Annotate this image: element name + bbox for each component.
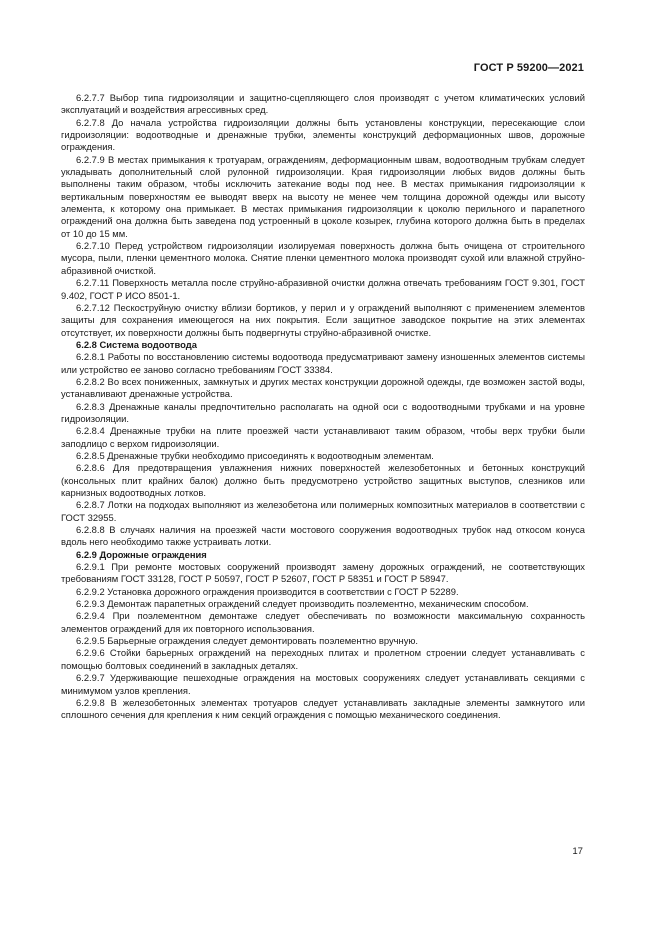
paragraph: 6.2.7.10 Перед устройством гидроизоляции изолируемая поверхность должна быть очищена от строительного мусора, пыли, пленки цементного молока. Снятие пленки цементного молока производят сухой или влажной струйно-абразивной очисткой. — [61, 240, 585, 276]
section-heading: 6.2.9 Дорожные ограждения — [76, 548, 207, 560]
paragraph: 6.2.8.5 Дренажные трубки необходимо присоединять к водоотводным элементам. — [76, 449, 434, 461]
page-number: 17 — [572, 846, 583, 857]
paragraph: 6.2.8.1 Работы по восстановлению системы водоотвода предусматривают замену изношенных элементов системы или устройство ее заново согласно требованиям ГОСТ 33384. — [61, 351, 585, 375]
paragraph: 6.2.7.11 Поверхность металла после струйно-абразивной очистки должна отвечать требованиям ГОСТ 9.301, ГОСТ 9.402, ГОСТ Р ИСО 8501-1. — [61, 277, 585, 301]
paragraph: 6.2.7.9 В местах примыкания к тротуарам, ограждениям, деформационным швам, водоотводным трубкам следует укладывать дополнительный слой рулонной гидроизоляции. Края гидроизоляции любых видов должны быть выполнены таким образом, чтобы исключить затекание воды под нее. В местах примыкания гидроизоляции к вертикальным поверхностям ее выводят вверх на высоту не менее чем толщина дорожной одежды или высоту элемента, к которому она примыкает. В местах примыкания гидроизоляции к цоколю перильного и парапетного ограждений она должна быть заведена под устроенный в цоколе козырек, глубина которого должна быть в пределах от 10 до 15 мм. — [61, 153, 585, 239]
document-header: ГОСТ Р 59200—2021 — [473, 62, 584, 74]
paragraph: 6.2.8.8 В случаях наличия на проезжей части мостового сооружения водоотводных трубок над откосом конуса вдоль него необходимо также устраивать лотки. — [61, 524, 585, 548]
paragraph: 6.2.9.1 При ремонте мостовых сооружений производят замену дорожных ограждений, не соответствующих требованиям ГОСТ 33128, ГОСТ Р 50597, ГОСТ Р 52607, ГОСТ Р 58351 и ГОСТ Р 58947. — [61, 561, 585, 585]
paragraph: 6.2.8.6 Для предотвращения увлажнения нижних поверхностей железобетонных и бетонных конструкций (консольных плит крайних балок) должно быть предусмотрено устройство защитных выступов, слезников или карнизных водоотводных лотков. — [61, 462, 585, 498]
paragraph: 6.2.9.6 Стойки барьерных ограждений на переходных плитах и пролетном строении следует устанавливать с помощью болтовых соединений в закладных деталях. — [61, 647, 585, 671]
paragraph: 6.2.7.8 До начала устройства гидроизоляции должны быть установлены конструкции, пересекающие слои гидроизоляции: водоотводные и дренажные трубки, элементы конструкций деформационных швов, дорожные ограждения. — [61, 116, 585, 153]
paragraph: 6.2.8.3 Дренажные каналы предпочтительно располагать на одной оси с водоотводными трубками и на уровне гидроизоляции. — [61, 400, 585, 424]
paragraph: 6.2.9.2 Установка дорожного ограждения производится в соответствии с ГОСТ Р 52289. — [76, 585, 459, 597]
section-heading: 6.2.8 Система водоотвода — [76, 338, 197, 350]
paragraph: 6.2.8.4 Дренажные трубки на плите проезжей части устанавливают таким образом, чтобы верх трубки были заподлицо с верхом гидроизоляции. — [61, 425, 585, 449]
document-body — [61, 92, 585, 722]
paragraph: 6.2.8.2 Во всех пониженных, замкнутых и других местах конструкции дорожной одежды, где возможен застой воды, устанавливают дренажные устройства. — [61, 375, 585, 400]
paragraph: 6.2.9.5 Барьерные ограждения следует демонтировать поэлементно вручную. — [76, 635, 419, 647]
paragraph: 6.2.9.8 В железобетонных элементах тротуаров следует устанавливать закладные элементы замкнутого или сплошного сечения для крепления к ним секций ограждения с помощью механического соединения. — [61, 696, 585, 721]
paragraph: 6.2.7.12 Пескоструйную очистку вблизи бортиков, у перил и у ограждений выполняют с применением элементов защиты для сохранения имеющегося на них покрытия. Если защитное заводское покрытие на этих элементах отсутствует, их поверхности должны быть подвергнуты струйно-абразивной очистке. — [61, 301, 585, 338]
paragraph: 6.2.8.7 Лотки на подходах выполняют из железобетона или полимерных композитных материалов в соответствии с ГОСТ 32955. — [61, 499, 585, 523]
paragraph: 6.2.9.7 Удерживающие пешеходные ограждения на мостовых сооружениях следует устанавливать секциями с минимумом узлов крепления. — [61, 672, 585, 696]
paragraph: 6.2.9.3 Демонтаж парапетных ограждений следует производить поэлементно, механическим способом. — [76, 598, 529, 610]
paragraph: 6.2.9.4 При поэлементном демонтаже следует обеспечивать по возможности максимальную сохранность элементов ограждений для их повторного использования. — [61, 610, 585, 634]
paragraph: 6.2.7.7 Выбор типа гидроизоляции и защитно-сцепляющего слоя производят с учетом климатических условий эксплуатаций и воздействия агрессивных сред. — [61, 92, 585, 116]
